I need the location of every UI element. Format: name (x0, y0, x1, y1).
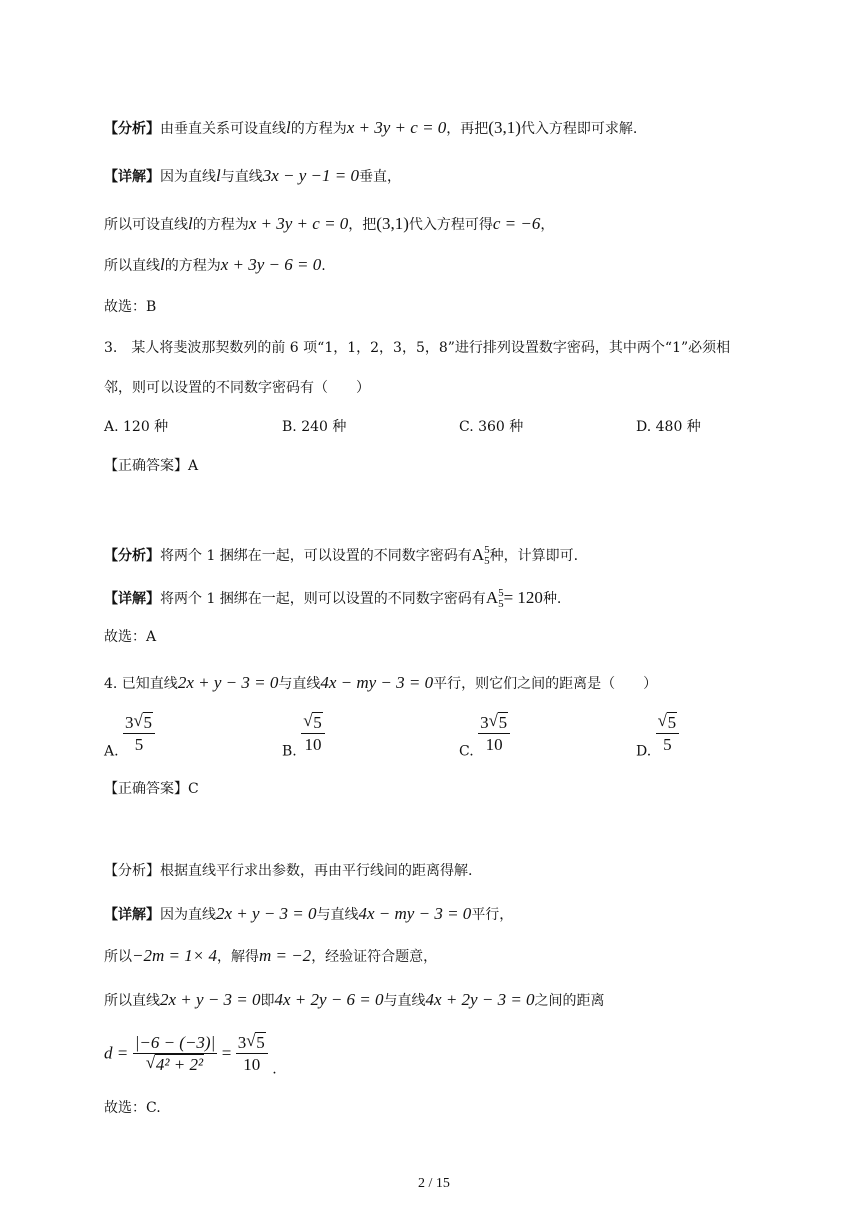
q3-answer: 【正确答案】A (104, 458, 199, 474)
q3-stem-line1: 3. 某人将斐波那契数列的前 6 项“1，1，2，3，5，8”进行排列设置数字密码，其中两个“1”必须相 (104, 340, 731, 356)
q4-answer: 【正确答案】C (104, 781, 199, 797)
q2-detail: 【详解】因为直线l与直线3x − y −1 = 0垂直， (104, 166, 401, 185)
q4-detail-line4: 所以直线2x + y − 3 = 0即4x + 2y − 6 = 0与直线4x + 2y − 3 = 0之间的距离 (104, 990, 605, 1009)
q2-analysis: 【分析】由垂直关系可设直线l的方程为x + 3y + c = 0，再把(3,1)代入方程即可求解. (104, 118, 638, 137)
q4-option-c: C. 3 √ 5 10 (459, 712, 510, 760)
q4-stem: 4. 已知直线2x + y − 3 = 0与直线4x − my − 3 = 0平行，则它们之间的距离是（ ） (104, 673, 658, 692)
q3-option-a: A. 120 种 (104, 419, 169, 435)
q4-choice: 故选：C. (104, 1100, 161, 1116)
q2-detail-line3: 所以可设直线l的方程为x + 3y + c = 0，把(3,1)代入方程可得c = −6， (104, 214, 555, 233)
q3-choice: 故选：A (104, 629, 157, 645)
q3-analysis: 【分析】将两个 1 捆绑在一起，可以设置的不同数字密码有A 5 5 种，计算即可. (104, 544, 579, 567)
q4-distance-formula: d = |−6 − (−3)| √ 4² + 2² = 3 √ 5 10 . (104, 1031, 277, 1078)
q4-analysis: 【分析】根据直线平行求出参数，再由平行线间的距离得解. (104, 863, 473, 879)
q2-detail-line4: 所以直线l的方程为x + 3y − 6 = 0. (104, 255, 326, 274)
q4-option-b: B. √ 5 10 (282, 712, 325, 760)
q3-option-c: C. 360 种 (459, 419, 524, 435)
q3-option-d: D. 480 种 (636, 419, 701, 435)
q4-option-a: A. 3 √ 5 5 (104, 712, 155, 760)
q4-detail-line3: 所以−2m = 1× 4，解得m = −2，经验证符合题意， (104, 946, 438, 965)
q3-option-b: B. 240 种 (282, 419, 347, 435)
q4-detail: 【详解】因为直线2x + y − 3 = 0与直线4x − my − 3 = 0平行， (104, 904, 514, 923)
q3-stem-line2: 邻，则可以设置的不同数字密码有（ ） (104, 380, 370, 396)
q2-choice: 故选：B (104, 299, 157, 315)
q3-detail: 【详解】将两个 1 捆绑在一起，则可以设置的不同数字密码有A 5 5 = 120种. (104, 587, 562, 610)
q4-option-d: D. √ 5 5 (636, 712, 679, 760)
page-number: 2 / 15 (418, 1176, 450, 1191)
